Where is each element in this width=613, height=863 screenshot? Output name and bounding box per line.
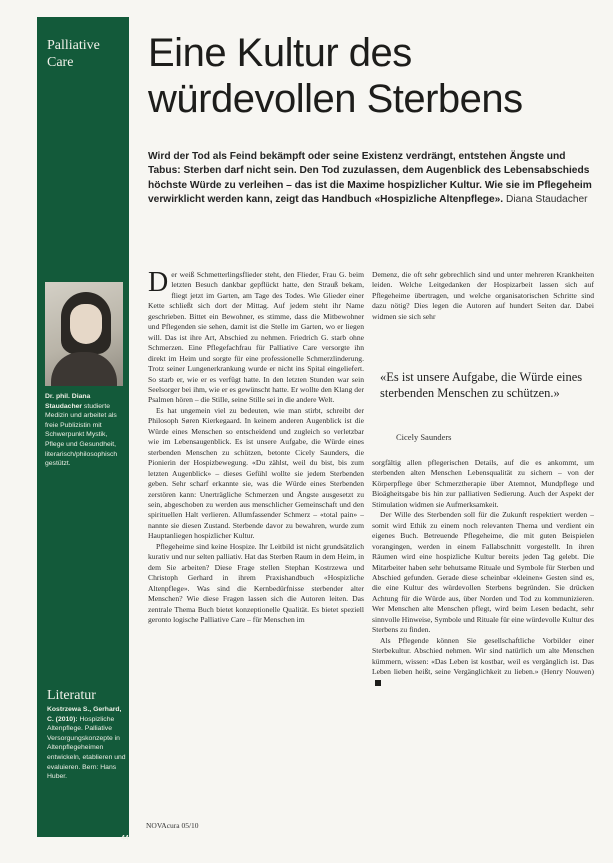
body-paragraph: Der Wille des Sterbenden soll für die Zukunft respektiert werden – somit wird Ethik zu einem noch relevanten Thema und verdient ein eigenes Buch. Betreuende Pflegeheime, die mit guten Beispielen vorangingen, werden in einem Fallabschnitt vorgestellt. In ihren Räumen wird eine hospizliche Kultur bereits jeden Tag gelebt. Die Mitarbeiter haben sehr behutsame Rituale und Symbole für Sterben und Abschied gefunden. Gerade diese scheinbar «kleinen» Gesten sind es, die eine Kultur des würdevollen Sterbens begründen. Sie drücken Achtung für die Würde aus, über Norden und Tod zu kommunizieren. Wer Menschen alte Menschen pflegt, wird beim Lesen bedacht, sehr sinnvolle Hinweise, Symbole und Rituale für eine würdevolle Kultur des Sterbens zu finden.	[372, 510, 594, 635]
body-paragraph: sorgfältig allen pflegerischen Details, auf die es ankommt, um sterbenden alten Menschen Lebensqualität zu sichern – von der Körperpflege über Schmerztherapie über Atemnot, Mundpflege und Bioägheitsgabe bis hin zur palliativen Sedierung. Auch der Aspekt der Stimulation widmen sie Aufmerksamkeit.	[372, 458, 594, 509]
section-label-line2: Care	[47, 55, 74, 70]
body-paragraph: Pflegeheime sind keine Hospize. Ihr Leitbild ist nicht grundsätzlich kurativ und nur selten palliativ. Hat das Sterben Raum in dem Heim, in dem Sie arbeiten? Diese Frage stellen Stephan Kostrzewa und Christoph Gerhard in ihrem Praxishandbuch «Hospizliche Altenpflege». Was sind die Kernbedürfnisse sterbender alter Menschen? Wie diese Fragen lassen sich die Autoren leiten. Das zentrale Thema Buch bietet konzeptionelle Qualität. Es bietet speziell geronto logische Palliative Care – für Menschen im	[148, 541, 364, 624]
body-paragraph-last	[372, 636, 594, 688]
lead-text: Wird der Tod als Feind bekämpft oder seine Existenz verdrängt, entstehen Ängste und Tabus: Sterben darf nicht sein. Den Tod zuzulassen, dem Augenblick des Lebensabschieds höchste Würde zu verleihen – das ist die Maxime hospizlicher Kultur. Wie sie im Pflegeheim verwirklicht werden kann, zeigt das Handbuch «Hospizliche Altenpflege».	[148, 151, 592, 206]
body-paragraph: Demenz, die oft sehr gebrechlich sind und unter mehreren Krankheiten leiden. Welche Leitgedanken der Hospizarbeit lassen sich auf Pflegeheime übertragen, und welche organisatorischen Schritte sind dazu nötig? Dies legen die Autoren auf hundert Seiten dar. Dabei widmen sie sich sehr	[372, 270, 594, 321]
author-caption-name: Dr. phil. Diana Staudacher	[45, 393, 91, 410]
body-paragraph: Es hat ungemein viel zu bedeuten, wie man stirbt, schreibt der Philosoph Søren Kierkegaard. In keinem anderen Augenblick ist die Würde eines Menschen so entscheidend und zugleich so verletzbar wie im Lebensaugenblick. Es ist unsere Aufgabe, die Würde eines sterbenden Menschen zu schützen, betonte Cicely Saunders, die Pionierin der Hospizbewegung. «Du zählst, weil du bist, bis zum letzten Augenblick» – dieses Gefühl wollte sie jedem Sterbenden geben. Sehr scharf erkannte sie, was die Würde eines Sterbenden zerstören kann: Unerträgliche Schmerzen und Ängste ausgesetzt zu sein, abgeschoben zu werden aus menschlicher Gemeinschaft und den spirituellen Halt verlieren. Allumfassender Schmerz – «total pain» – nannte sie diesen Zustand. Sterbende davor zu bewahren, wurde zum Hauptanliegen hospizlicher Kultur.	[148, 405, 364, 541]
body-column-right-top	[372, 270, 594, 346]
drop-cap: D	[148, 270, 169, 298]
body-column-left	[148, 270, 364, 800]
author-photo-body	[51, 352, 117, 386]
green-sidebar	[37, 17, 129, 842]
body-paragraph	[148, 270, 364, 406]
author-photo-face	[70, 304, 102, 344]
pull-quote: «Es ist unsere Aufgabe, die Würde eines sterbenden Menschen zu schützen.»	[380, 370, 583, 400]
author-photo	[45, 282, 123, 386]
article-title-line1: Eine Kultur des	[148, 31, 412, 75]
author-caption-text: studierte Medizin und arbeitet als freie Publizistin mit Schwerpunkt Mystik, Pflege und Gesundheit, literarisch/philosophisch gestützt.	[45, 402, 118, 468]
end-mark-icon	[375, 680, 381, 686]
author-caption	[45, 392, 125, 469]
section-label	[47, 37, 100, 71]
literature-authors: Kostrzewa S., Gerhard, C. (2010):	[47, 706, 122, 723]
article-title	[148, 30, 603, 122]
literature-entry	[47, 705, 127, 782]
page-number: 44	[121, 835, 129, 842]
lead-author: Diana Staudacher	[505, 194, 588, 206]
section-label-line1: Palliative	[47, 38, 100, 53]
body-paragraph-text: Als Pflegende können Sie gesellschaftliche Vorbilder einer Sterbekultur. Abschied nehmen. Wir sind natürlich um alte Menschen kümmern, wissen: «Das Leben ist kostbar, weil es vergänglich ist. Das Leben lieben heißt, seine Vergänglichkeit zu lieben.» (Henry Nouwen)	[372, 635, 594, 677]
journal-footer: NOVAcura 05/10	[146, 821, 199, 830]
literature-text: Hospizliche Altenpflege. Palliative Versorgungskonzepte in Altenpflegeheimen entwickeln, etablieren und evaluieren. Bern: Hans Huber.	[47, 715, 126, 781]
body-paragraph-text: er weiß Schmetterlingsflieder steht, den Flieder, Frau G. beim letzten Besuch dankbar gepflückt hatte, den Strauß bekam, fliegt jetzt im Garten, am Tage des Todes. Wie Glieder einer Kette schließt sich dort der Mittag. Auf jedem steht ihr Name geschrieben. Bittet ein Bewohner, es stimme, dass die Mitbewohner und Pflegenden sie sehen, damit ist die Stelle im Garten, wo er liegen will. Das ist ihre Art, Abschied zu nehmen. Friedrich G. starb ohne Schmerzen. Eine Pflegefachfrau für Palliative Care versorgte ihn direkt im Heim und sorgte für eine professionelle Schmerzlinderung. Trotz seiner Lungenerkrankung wurde er nicht ins Spital eingeliefert. So starb er, wie er es verfügt hatte. In den letzten Stunden war sein Seelsorger bei ihm, wie er es gewünscht hatte. Er wollte den Klang der Psalmen hören – die Stille, seine Stille sei in die andere Welt.	[148, 270, 364, 405]
literature-heading: Literatur	[47, 688, 96, 703]
body-column-right	[372, 458, 594, 808]
article-lead	[148, 150, 593, 208]
article-title-line2: würdevollen Sterbens	[148, 77, 523, 121]
pull-quote-author: Cicely Saunders	[396, 432, 452, 442]
